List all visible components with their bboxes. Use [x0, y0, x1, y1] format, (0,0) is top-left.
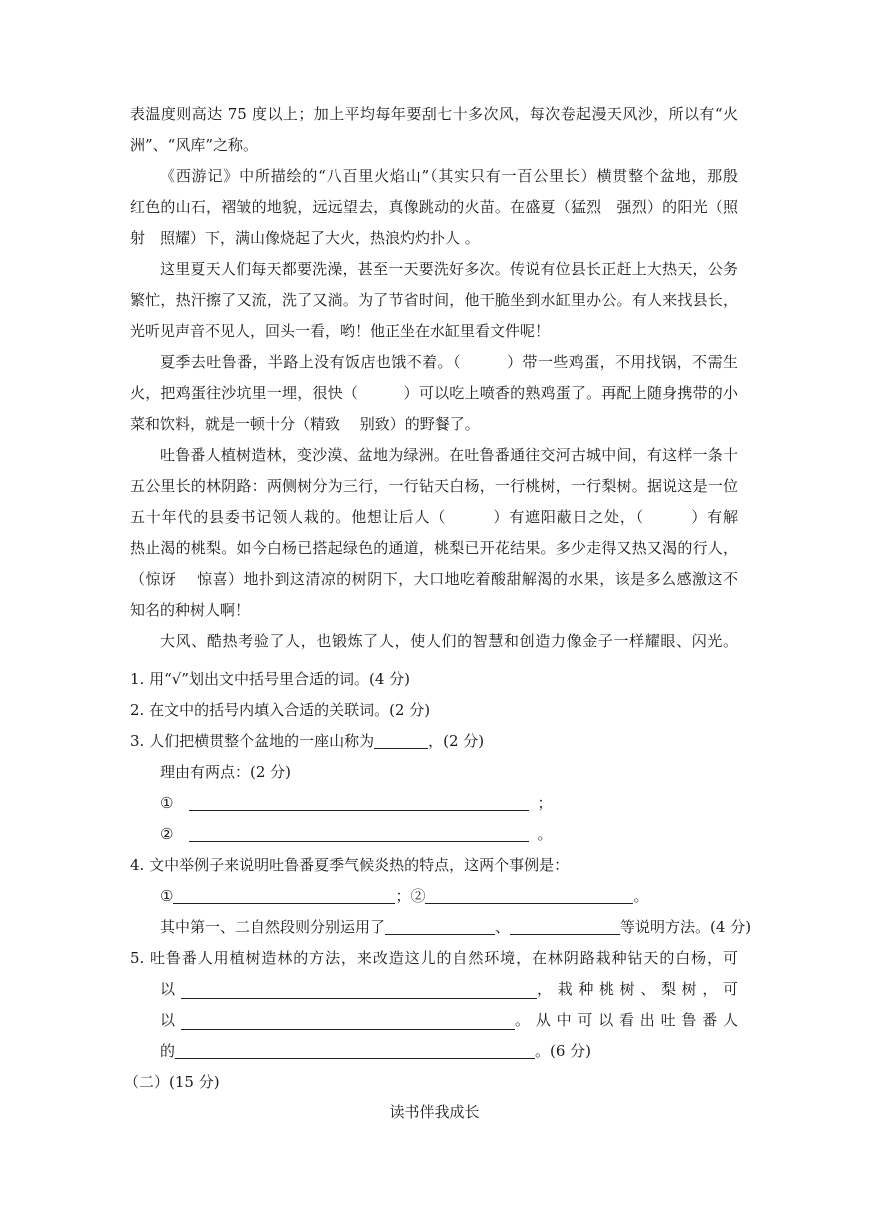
- question-3-reason-label: 理由有两点：(2 分): [160, 763, 292, 781]
- question-4-example-1-blank[interactable]: [173, 889, 395, 904]
- question-4-marker-1: ①: [160, 887, 174, 905]
- question-3-text-a: 3. 人们把横贯整个盆地的一座山称为: [130, 732, 375, 750]
- question-5-line4-suffix: 。(6 分): [535, 1042, 592, 1060]
- passage-p1-line1: 表温度则高达 75 度以上；加上平均每年要刮七十多次风，每次卷起漫天风沙，所以有“火: [130, 105, 738, 123]
- passage-p5-line2: 五公里长的林阴路：两侧树分为三行，一行钻天白杨，一行桃树，一行梨树。据说这是一位: [130, 477, 738, 495]
- question-5-line2-suffix: ，栽种桃树、梨树，可: [537, 980, 738, 998]
- question-5-line3: [160, 1010, 738, 1030]
- passage-p1-line2: 洲”、“风库”之称。: [130, 136, 259, 154]
- question-3-reason-1-blank[interactable]: [189, 796, 529, 811]
- question-4-end: 。: [633, 887, 649, 905]
- question-3-reason-1: [160, 793, 552, 813]
- question-4-example-2-blank[interactable]: [425, 889, 633, 904]
- question-2: 2. 在文中的括号内填入合适的关联词。(2 分): [130, 701, 431, 719]
- passage-p5-line1: 吐鲁番人植树造林，变沙漠、盆地为绿洲。在吐鲁番通往交河古城中间，有这样一条十: [160, 446, 738, 464]
- section-2-title: 读书伴我成长: [389, 1103, 480, 1121]
- question-3-reason-2: [160, 824, 552, 844]
- question-5-line3-prefix: 以: [160, 1011, 176, 1029]
- question-5-line4: [160, 1041, 591, 1061]
- passage-p2-line2: 红色的山石，褶皱的地貌，远远望去，真像跳动的火苗。在盛夏（猛烈 强烈）的阳光（照: [130, 198, 738, 216]
- question-3-marker-2: ②: [160, 825, 174, 843]
- question-5-line2: [160, 979, 738, 999]
- passage-p5-line6: 知名的种树人啊！: [130, 601, 251, 619]
- question-4-methods: [160, 917, 751, 937]
- passage-p3-line2: 繁忙，热汗擦了又流，洗了又淌。为了节省时间，他干脆坐到水缸里办公。有人来找县长，: [130, 291, 738, 309]
- passage-p5-line3: 五十年代的县委书记领人栽的。他想让后人（ ）有遮阳蔽日之处，（ ）有解: [130, 508, 738, 526]
- question-4-separator: ；②: [395, 887, 426, 905]
- question-5: 5. 吐鲁番人用植树造林的方法，来改造这儿的自然环境，在林阴路栽种钻天的白杨，可: [130, 949, 738, 967]
- passage-p3-line3: 光听见声音不见人，回头一看，哟！他正坐在水缸里看文件呢！: [130, 322, 551, 340]
- passage-p4-line3: 菜和饮料，就是一顿十分（精致 别致）的野餐了。: [130, 415, 480, 433]
- passage-p2-line3: 射 照耀）下，满山像烧起了大火，热浪灼灼扑人 。: [130, 229, 480, 247]
- passage-p2-line1: 《西游记》中所描绘的“八百里火焰山”（其实只有一百公里长）横贯整个盆地，那殷: [160, 167, 738, 185]
- question-3-mountain-blank[interactable]: [374, 734, 428, 749]
- section-2-header: （二）(15 分): [124, 1073, 220, 1091]
- question-4-method-1-blank[interactable]: [385, 920, 495, 935]
- question-5-line3-suffix: 。从中可以看出吐鲁番人: [515, 1011, 738, 1029]
- question-4-methods-text-b: 等说明方法。(4 分): [620, 918, 752, 936]
- question-4-methods-sep: 、: [495, 918, 511, 936]
- question-5-blank-2[interactable]: [181, 1015, 515, 1030]
- question-1: 1. 用“√”划出文中括号里合适的词。(4 分): [130, 670, 410, 688]
- question-4-examples: [160, 886, 648, 906]
- passage-p5-line5: （惊讶 惊喜）地扑到这清凉的树阴下，大口地吃着酸甜解渴的水果，该是多么感激这不: [130, 570, 738, 588]
- question-3-reason-2-end: 。: [537, 825, 553, 843]
- question-3-marker-1: ①: [160, 794, 174, 812]
- passage-p6-line1: 大风、酷热考验了人，也锻炼了人，使人们的智慧和创造力像金子一样耀眼、闪光。: [160, 632, 738, 650]
- passage-p5-line4: 热止渴的桃梨。如今白杨已搭起绿色的通道，桃梨已开花结果。多少走得又热又渴的行人，: [130, 539, 738, 557]
- question-5-blank-1[interactable]: [181, 984, 537, 999]
- question-5-line2-prefix: 以: [160, 980, 176, 998]
- question-3-text-b: ，(2 分): [428, 732, 485, 750]
- question-4-methods-text-a: 其中第一、二自然段则分别运用了: [160, 918, 386, 936]
- question-5-line4-prefix: 的: [160, 1042, 176, 1060]
- question-5-blank-3[interactable]: [175, 1044, 535, 1059]
- passage-p3-line1: 这里夏天人们每天都要洗澡，甚至一天要洗好多次。传说有位县长正赶上大热天，公务: [160, 260, 738, 278]
- question-4: 4. 文中举例子来说明吐鲁番夏季气候炎热的特点，这两个事例是：: [130, 856, 570, 874]
- passage-p4-line2: 火，把鸡蛋往沙坑里一埋，很快（ ）可以吃上喷香的熟鸡蛋了。再配上随身携带的小: [130, 384, 738, 402]
- question-4-method-2-blank[interactable]: [510, 920, 620, 935]
- question-3-reason-1-end: ；: [537, 794, 553, 812]
- question-3-reason-2-blank[interactable]: [189, 827, 529, 842]
- question-3: [130, 731, 484, 751]
- passage-p4-line1: 夏季去吐鲁番，半路上没有饭店也饿不着。（ ）带一些鸡蛋，不用找锅，不需生: [160, 353, 738, 371]
